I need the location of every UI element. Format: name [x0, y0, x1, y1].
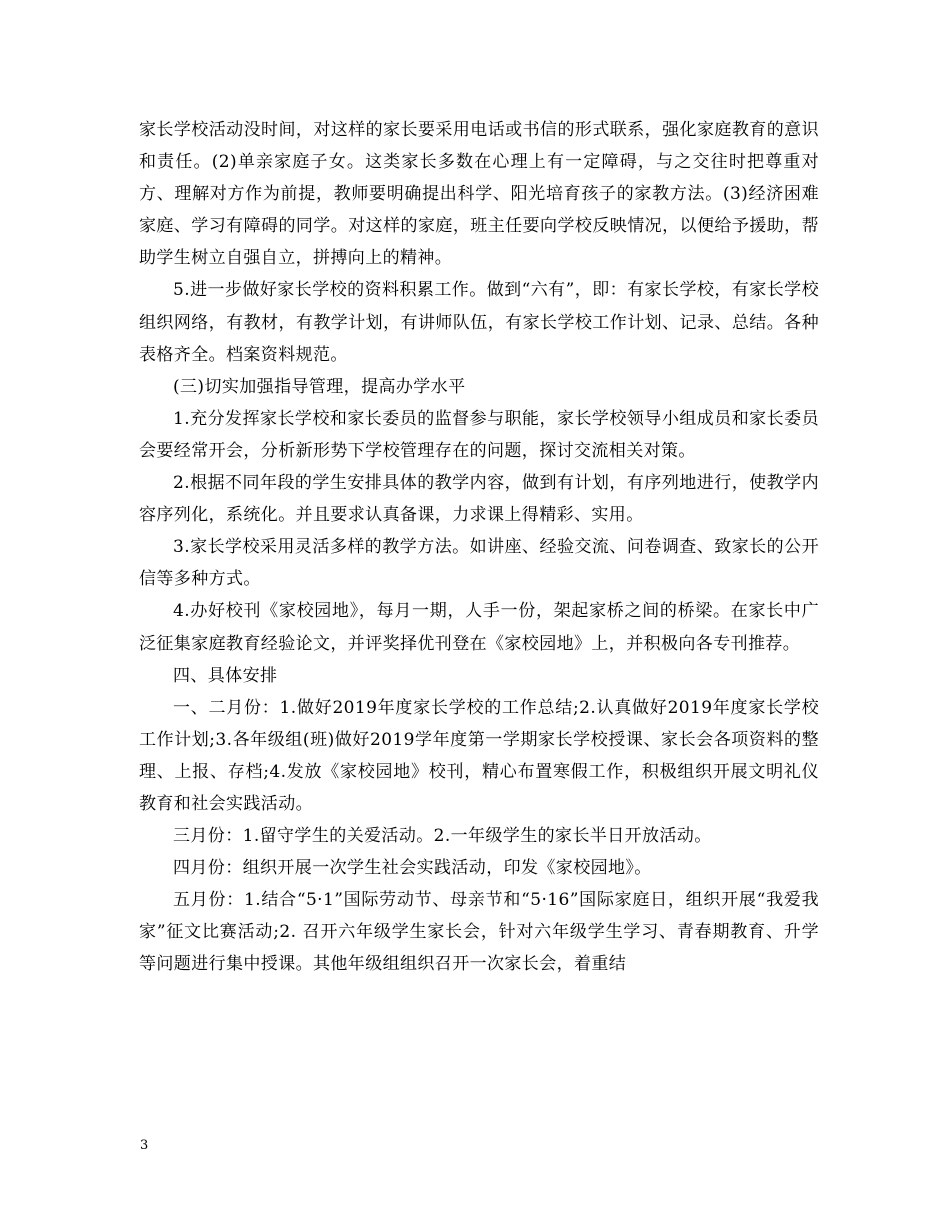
paragraph-6: 3.家长学校采用灵活多样的教学方法。如讲座、经验交流、问卷调查、致家长的公开信等多种方式。 [139, 537, 819, 590]
page-number: 3 [140, 1138, 149, 1153]
paragraph-2: 5.进一步做好家长学校的资料积累工作。做到“六有”，即：有家长学校，有家长学校组织网络，有教材，有教学计划，有讲师队伍，有家长学校工作计划、记录、总结。各种表格齐全。档案资料规范。 [139, 280, 819, 365]
paragraph-7: 4.办好校刊《家校园地》，每月一期，人手一份，架起家桥之间的桥梁。在家长中广泛征集家庭教育经验论文，并评奖择优刊登在《家校园地》上，并积极向各专刊推荐。 [139, 601, 819, 654]
paragraph-1: 家长学校活动没时间，对这样的家长要采用电话或书信的形式联系，强化家庭教育的意识和责任。(2)单亲家庭子女。这类家长多数在心理上有一定障碍，与之交往时把尊重对方、理解对方作为前提，教师要明确提出科学、阳光培育孩子的家教方法。(3)经济困难家庭、学习有障碍的同学。对这样的家庭，班主任要向学校反映情况，以便给予援助，帮助学生树立自强自立，拼搏向上的精神。 [139, 120, 819, 269]
section-heading-4: 四、具体安排 [173, 665, 278, 686]
paragraph-5: 2.根据不同年段的学生安排具体的教学内容，做到有计划，有序列地进行，使教学内容序列化，系统化。并且要求认真备课，力求课上得精彩、实用。 [139, 473, 819, 526]
paragraph-jan-feb: 一、二月份：1.做好2019年度家长学校的工作总结;2.认真做好2019年度家长学校工作计划;3.各年级组(班)做好2019学年度第一学期家长学校授课、家长会各项资料的整理、上报、存档;4.发放《家校园地》校刊，精心布置寒假工作，积极组织开展文明礼仪教育和社会实践活动。 [139, 697, 819, 814]
paragraph-march: 三月份：1.留守学生的关爱活动。2.一年级学生的家长半日开放活动。 [173, 826, 712, 847]
section-heading-3: (三)切实加强指导管理，提高办学水平 [173, 376, 466, 397]
paragraph-april: 四月份：组织开展一次学生社会实践活动，印发《家校园地》。 [173, 858, 652, 879]
paragraph-4: 1.充分发挥家长学校和家长委员的监督参与职能，家长学校领导小组成员和家长委员会要经常开会，分析新形势下学校管理存在的问题，探讨交流相关对策。 [139, 408, 819, 461]
paragraph-may: 五月份：1.结合“5·1”国际劳动节、母亲节和“5·16”国际家庭日，组织开展“我爱我家”征文比赛活动;2. 召开六年级学生家长会，针对六年级学生学习、青春期教育、升学等问题进行集中授课。其他年级组组织召开一次家长会，着重结 [139, 890, 819, 975]
document-body [139, 114, 819, 981]
